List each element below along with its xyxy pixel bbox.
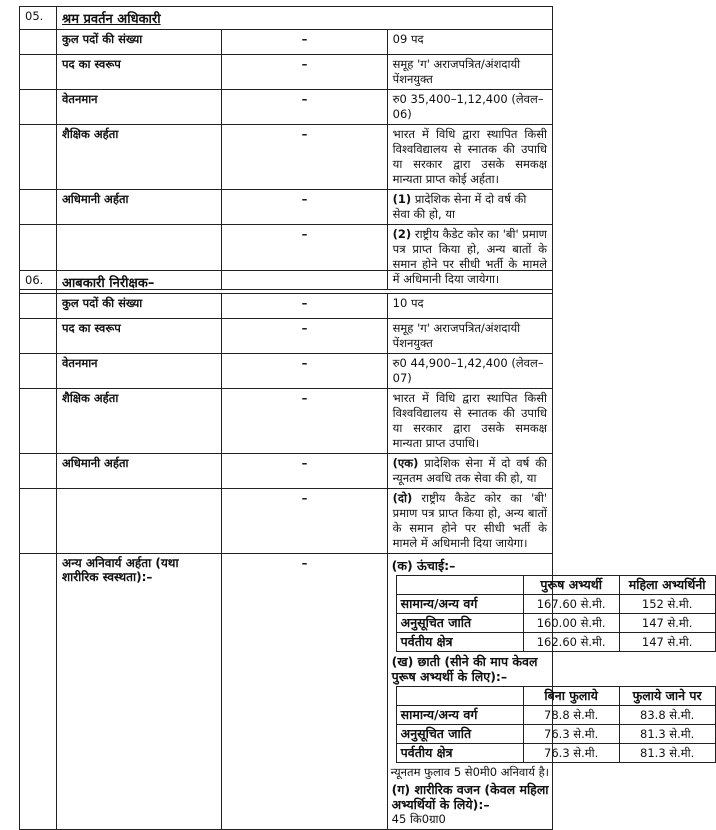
row-value: (1) प्रादेशिक सेना में दो वर्ष की सेवा की हो, या (387, 190, 552, 225)
row-label: पद का स्वरूप (57, 319, 222, 354)
row-label: शैक्षिक अर्हता (57, 125, 222, 190)
height-title: (क) ऊंचाई:– (391, 558, 456, 573)
row-value: 09 पद (387, 30, 552, 55)
row-label (57, 489, 222, 554)
table-row: पर्वतीय क्षेत्र 76.3 से.मी. 81.3 से.मी. (396, 744, 715, 763)
column-header: महिला अभ्यर्थिनी (619, 576, 715, 595)
row-value: समूह 'ग' अराजपत्रित/अंशदायी पेंशनयुक्त (387, 319, 552, 354)
section-title: आबकारी निरीक्षक– (57, 271, 553, 294)
item-marker: (दो) (392, 491, 413, 505)
dash: – (222, 125, 387, 190)
row-value: भारत में विधि द्वारा स्थापित किसी विश्वविद्यालय से स्नातक की उपाधि या सरकार द्वारा उसके समकक्ष मान्यता प्राप्त कोई अर्हता। (387, 125, 552, 190)
row-label: कुल पदों की संख्या (57, 30, 222, 55)
row-label: शैक्षिक अर्हता (57, 389, 222, 454)
section-title: श्रम प्रवर्तन अधिकारी (57, 7, 553, 30)
table-row: अनुसूचित जाति 160.00 से.मी. 147 से.मी. (396, 614, 715, 633)
dash: – (222, 190, 387, 225)
row-label: अधिमानी अर्हता (57, 454, 222, 489)
row-value: रु0 44,900–1,42,400 (लेवल–07) (387, 354, 552, 389)
chest-title: (ख) छाती (सीने की माप केवल पुरूष अभ्यर्थी के लिए):– (391, 654, 538, 684)
row-value: (एक) प्रादेशिक सेना में दो वर्ष की न्यूनतम अवधि तक सेवा की हो, या (387, 454, 552, 489)
row-label: अधिमानी अर्हता (57, 190, 222, 225)
row-value: (दो) राष्ट्रीय कैडेट कोर का 'बी' प्रमाण पत्र प्राप्त किया हो, अन्य बातों के समान होने पर सीधी भर्ती के मामले में अधिमानी दिया जायेगा। (387, 489, 552, 554)
weight-title: (ग) शारीरिक वजन (केवल महिला अभ्यर्थियों के लिये):– (391, 782, 549, 812)
row-label: वेतनमान (57, 90, 222, 125)
dash: – (222, 319, 387, 354)
section-number: 05. (20, 7, 57, 30)
section-06-table (19, 270, 706, 830)
physical-label: अन्य अनिवार्य अर्हता (यथा शारीरिक स्वस्थता):– (57, 554, 222, 830)
dash: – (222, 354, 387, 389)
dash: – (222, 55, 387, 90)
dash: – (222, 554, 387, 830)
chest-table (396, 686, 716, 763)
physical-content (387, 554, 706, 830)
column-header: फुलाये जाने पर (619, 687, 715, 706)
row-value: 10 पद (387, 294, 552, 319)
dash: – (222, 30, 387, 55)
item-marker: (2) (392, 227, 412, 241)
dash: – (222, 225, 387, 290)
row-label: पद का स्वरूप (57, 55, 222, 90)
dash: – (222, 389, 387, 454)
section-05-table (19, 6, 553, 290)
column-header: पुरूष अभ्यर्थी (523, 576, 619, 595)
row-value: रु0 35,400–1,12,400 (लेवल–06) (387, 90, 552, 125)
row-label: कुल पदों की संख्या (57, 294, 222, 319)
row-label: वेतनमान (57, 354, 222, 389)
table-row: अनुसूचित जाति 76.3 से.मी. 81.3 से.मी. (396, 725, 715, 744)
dash: – (222, 454, 387, 489)
height-table (396, 575, 716, 652)
dash: – (222, 489, 387, 554)
table-row: सामान्य/अन्य वर्ग 167.60 से.मी. 152 से.मी. (396, 595, 715, 614)
chest-note: न्यूनतम फुलाव 5 से0मी0 अनिवार्य है। (390, 765, 550, 779)
column-header: बिना फुलाये (523, 687, 619, 706)
dash: – (222, 90, 387, 125)
item-marker: (1) (392, 192, 412, 206)
dash: – (222, 294, 387, 319)
section-number: 06. (20, 271, 57, 294)
row-value: भारत में विधि द्वारा स्थापित किसी विश्वविद्यालय से स्नातक की उपाधि या सरकार द्वारा उसके समकक्ष मान्यता प्राप्त उपाधि। (387, 389, 552, 454)
weight-value: 45 कि0ग्रा0 (391, 812, 446, 826)
item-marker: (एक) (392, 456, 419, 470)
table-row: पर्वतीय क्षेत्र 162.60 से.मी. 147 से.मी. (396, 633, 715, 652)
table-row: सामान्य/अन्य वर्ग 78.8 से.मी. 83.8 से.मी. (396, 706, 715, 725)
row-value: (2) राष्ट्रीय कैडेट कोर का 'बी' प्रमाण पत्र प्राप्त किया हो, अन्य बातों के समान होने पर सीधी भर्ती के मामले में अधिमानी दिया जायेगा। (387, 225, 552, 290)
row-value: समूह 'ग' अराजपत्रित/अंशदायी पेंशनयुक्त (387, 55, 552, 90)
